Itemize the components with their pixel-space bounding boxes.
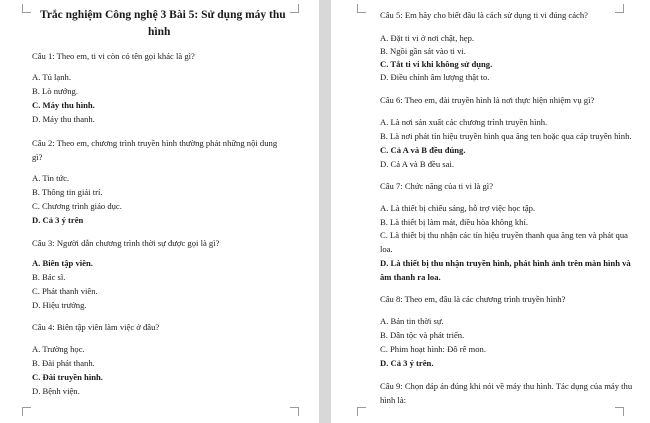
question-4: Câu 4: Biên tập viên làm việc ở đâu? — [32, 322, 160, 332]
question-2-option-c: C. Chương trình giáo dục. — [32, 201, 122, 211]
question-6-option-b: B. Là nơi phát tín hiệu truyền hình qua ăng ten hoặc qua cáp truyền hình. — [380, 131, 632, 141]
question-2-line-2: gì? — [32, 152, 43, 162]
question-9-line-2: hình là: — [380, 395, 407, 405]
question-1-option-d: D. Máy thu thanh. — [32, 114, 95, 124]
question-7: Câu 7: Chức năng của ti vi là gì? — [380, 181, 494, 191]
question-8-option-b: B. Dân tộc và phát triển. — [380, 330, 465, 340]
question-9-line-1: Câu 9: Chọn đáp án đúng khi nói về máy thu hình. Tác dụng của máy thu — [380, 381, 633, 391]
question-3: Câu 3: Người dẫn chương trình thời sự được gọi là gì? — [32, 238, 220, 248]
question-3-option-a: A. Biên tập viên. — [32, 258, 93, 268]
question-2-option-b: B. Thông tin giải trí. — [32, 187, 103, 197]
question-4-option-a: A. Trường học. — [32, 344, 85, 354]
crop-mark-top-left — [357, 4, 366, 13]
question-1-option-a: A. Tủ lạnh. — [32, 72, 71, 82]
question-5-option-a: A. Đặt ti vi ở nơi chật, hẹp. — [380, 33, 475, 43]
question-8: Câu 8: Theo em, đâu là các chương trình truyền hình? — [380, 294, 566, 304]
question-5-option-c: C. Tắt ti vi khi không sử dụng. — [380, 59, 493, 69]
document-page-right — [331, 0, 650, 423]
question-3-option-b: B. Bác sĩ. — [32, 272, 66, 282]
document-title-line-2: hình — [148, 26, 171, 38]
question-5-option-b: B. Ngồi gần sát vào ti vi. — [380, 46, 466, 56]
question-7-option-d-line-2: âm thanh ra loa. — [380, 272, 441, 282]
document-title-line-1: Trắc nghiệm Công nghệ 3 Bài 5: Sử dụng máy thu — [40, 9, 286, 21]
question-7-option-b: B. Là thiết bị làm mát, điều hòa không khí. — [380, 217, 528, 227]
question-7-option-c-line-2: loa. — [380, 244, 393, 254]
question-1-option-c: C. Máy thu hình. — [32, 100, 95, 110]
question-7-option-d-line-1: D. Là thiết bị thu nhận truyền hình, phát hình ảnh trên màn hình và — [380, 258, 631, 268]
question-5: Câu 5: Em hãy cho biết đâu là cách sử dụng ti vi đúng cách? — [380, 10, 588, 20]
question-2-option-a: A. Tin tức. — [32, 173, 70, 183]
question-6-option-a: A. Là nơi sản xuất các chương trình truyền hình. — [380, 117, 548, 127]
question-8-option-a: A. Bản tin thời sự. — [380, 316, 444, 326]
question-8-option-d: D. Cả 3 ý trên. — [380, 358, 434, 368]
question-4-option-d: D. Bệnh viện. — [32, 386, 80, 396]
question-4-option-c: C. Đài truyền hình. — [32, 372, 103, 382]
question-6-option-d: D. Cả A và B đều sai. — [380, 159, 454, 169]
document-page-left — [0, 0, 319, 423]
question-1-option-b: B. Lò nướng. — [32, 86, 78, 96]
crop-mark-top-right — [615, 4, 624, 13]
question-8-option-c: C. Phim hoạt hình: Đô rê mon. — [380, 344, 486, 354]
question-4-option-b: B. Đài phát thanh. — [32, 358, 95, 368]
crop-mark-bottom-right — [615, 407, 624, 416]
crop-mark-bottom-left — [357, 407, 366, 416]
question-7-option-a: A. Là thiết bị chiếu sáng, hỗ trợ việc học tập. — [380, 203, 536, 213]
question-5-option-d: D. Điều chỉnh âm lượng thật to. — [380, 72, 490, 82]
crop-mark-bottom-left — [22, 407, 31, 416]
crop-mark-top-left — [22, 4, 31, 13]
question-6: Câu 6: Theo em, đài truyền hình là nơi thực hiện nhiệm vụ gì? — [380, 95, 595, 105]
question-7-option-c-line-1: C. Là thiết bị thu nhận các tín hiệu truyền thanh qua ăng ten và phát qua — [380, 230, 628, 240]
question-3-option-d: D. Hiệu trưởng. — [32, 300, 87, 310]
question-2-option-d: D. Cả 3 ý trên — [32, 215, 84, 225]
crop-mark-bottom-right — [290, 407, 299, 416]
question-2-line-1: Câu 2: Theo em, chương trình truyền hình thường phát những nội dung — [32, 138, 278, 148]
question-3-option-c: C. Phát thanh viên. — [32, 286, 98, 296]
question-6-option-c: C. Cả A và B đều đúng. — [380, 145, 466, 155]
crop-mark-top-right — [290, 4, 299, 13]
question-1: Câu 1: Theo em, ti vi còn có tên gọi khác là gì? — [32, 51, 195, 61]
